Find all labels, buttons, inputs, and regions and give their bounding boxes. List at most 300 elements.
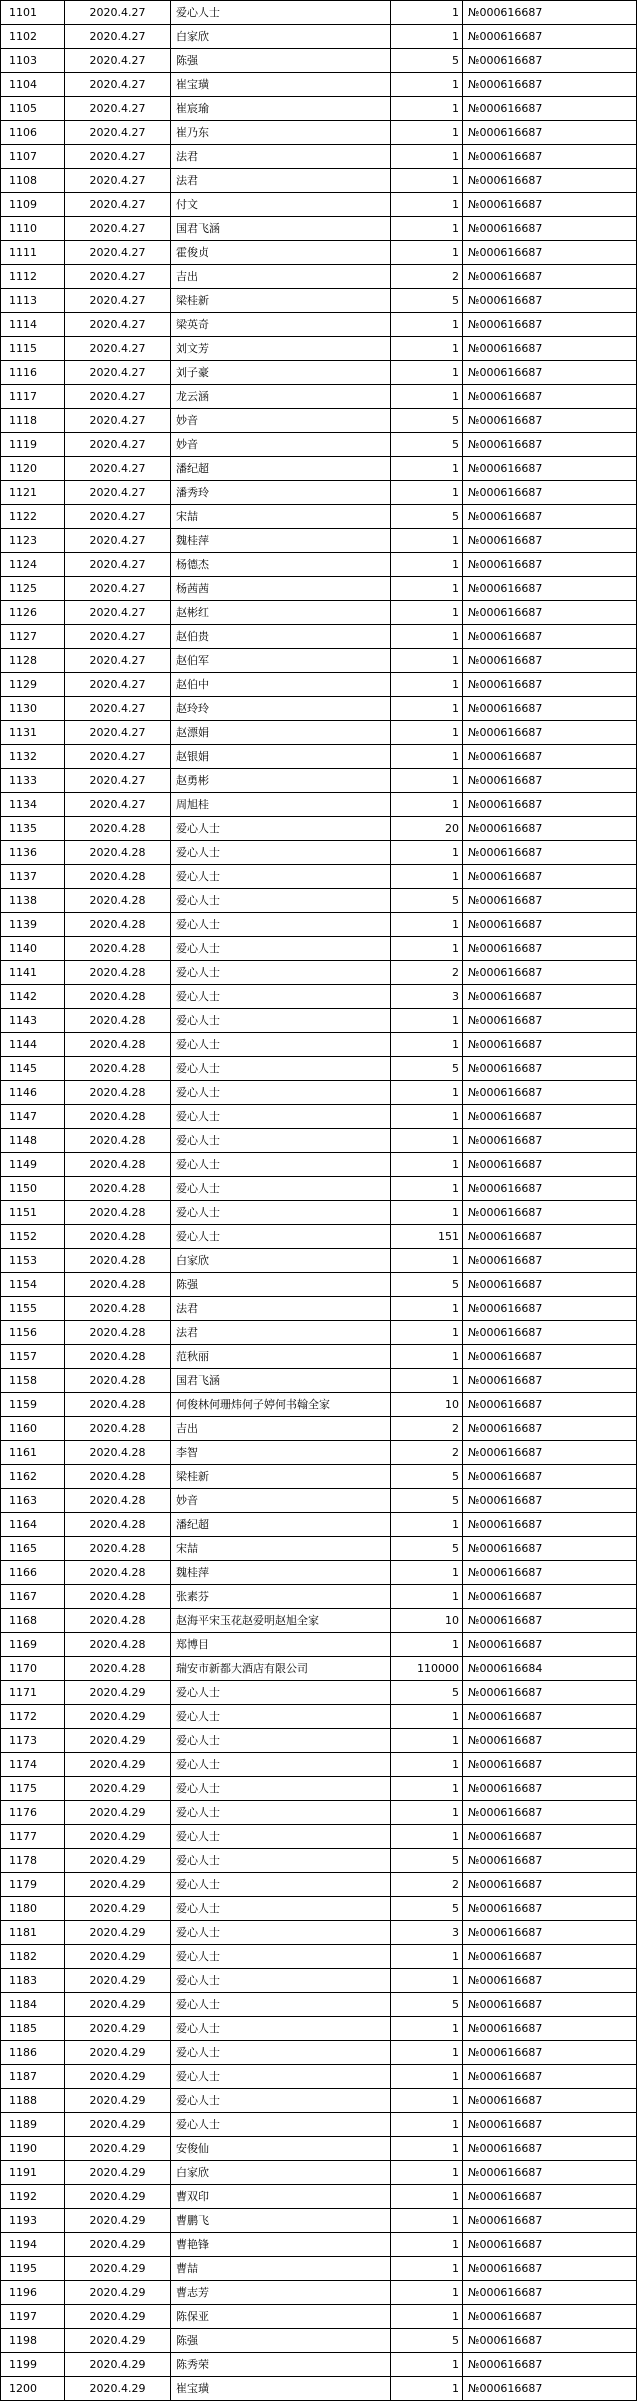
receipt-number-cell: №000616687 <box>463 2209 637 2233</box>
donor-name-cell: 赵漂娟 <box>171 721 391 745</box>
row-number-cell: 1120 <box>1 457 65 481</box>
donor-name-cell: 爱心人士 <box>171 1921 391 1945</box>
amount-cell: 1 <box>391 25 463 49</box>
donor-name-cell: 赵勇彬 <box>171 769 391 793</box>
amount-cell: 1 <box>391 841 463 865</box>
receipt-number-cell: №000616687 <box>463 1177 637 1201</box>
amount-cell: 1 <box>391 1129 463 1153</box>
row-number-cell: 1199 <box>1 2353 65 2377</box>
donation-date-cell: 2020.4.27 <box>65 553 171 577</box>
donor-name-cell: 爱心人士 <box>171 985 391 1009</box>
receipt-number-cell: №000616687 <box>463 673 637 697</box>
donation-date-cell: 2020.4.28 <box>65 1057 171 1081</box>
donor-name-cell: 白家欣 <box>171 2161 391 2185</box>
row-number-cell: 1107 <box>1 145 65 169</box>
row-number-cell: 1169 <box>1 1633 65 1657</box>
table-row <box>1 1561 637 1585</box>
donor-name-cell: 爱心人士 <box>171 1201 391 1225</box>
row-number-cell: 1130 <box>1 697 65 721</box>
receipt-number-cell: №000616687 <box>463 2233 637 2257</box>
table-row <box>1 25 637 49</box>
table-row <box>1 1537 637 1561</box>
amount-cell: 1 <box>391 1369 463 1393</box>
donor-name-cell: 郑博目 <box>171 1633 391 1657</box>
donation-date-cell: 2020.4.27 <box>65 49 171 73</box>
donation-date-cell: 2020.4.28 <box>65 1105 171 1129</box>
donation-date-cell: 2020.4.27 <box>65 769 171 793</box>
row-number-cell: 1160 <box>1 1417 65 1441</box>
table-row <box>1 217 637 241</box>
amount-cell: 5 <box>391 505 463 529</box>
amount-cell: 1 <box>391 625 463 649</box>
amount-cell: 1 <box>391 793 463 817</box>
donor-name-cell: 梁桂新 <box>171 289 391 313</box>
amount-cell: 5 <box>391 1849 463 1873</box>
receipt-number-cell: №000616687 <box>463 2089 637 2113</box>
amount-cell: 1 <box>391 169 463 193</box>
table-row <box>1 913 637 937</box>
donor-name-cell: 曹鹏飞 <box>171 2209 391 2233</box>
table-row <box>1 2257 637 2281</box>
table-row <box>1 1777 637 1801</box>
receipt-number-cell: №000616687 <box>463 1081 637 1105</box>
row-number-cell: 1186 <box>1 2041 65 2065</box>
donor-name-cell: 陈秀荣 <box>171 2353 391 2377</box>
donation-date-cell: 2020.4.27 <box>65 529 171 553</box>
row-number-cell: 1153 <box>1 1249 65 1273</box>
amount-cell: 1 <box>391 2377 463 2401</box>
table-row <box>1 1897 637 1921</box>
donation-date-cell: 2020.4.29 <box>65 1753 171 1777</box>
amount-cell: 1 <box>391 2257 463 2281</box>
donation-date-cell: 2020.4.29 <box>65 2161 171 2185</box>
donation-date-cell: 2020.4.28 <box>65 1225 171 1249</box>
table-row <box>1 625 637 649</box>
row-number-cell: 1102 <box>1 25 65 49</box>
table-row <box>1 937 637 961</box>
donor-name-cell: 梁桂新 <box>171 1465 391 1489</box>
amount-cell: 1 <box>391 2137 463 2161</box>
donor-name-cell: 爱心人士 <box>171 1081 391 1105</box>
amount-cell: 5 <box>391 1993 463 2017</box>
table-row <box>1 121 637 145</box>
row-number-cell: 1121 <box>1 481 65 505</box>
row-number-cell: 1159 <box>1 1393 65 1417</box>
amount-cell: 5 <box>391 1537 463 1561</box>
row-number-cell: 1181 <box>1 1921 65 1945</box>
amount-cell: 2 <box>391 1873 463 1897</box>
row-number-cell: 1152 <box>1 1225 65 1249</box>
donation-date-cell: 2020.4.27 <box>65 73 171 97</box>
table-row <box>1 1489 637 1513</box>
donation-date-cell: 2020.4.28 <box>65 1177 171 1201</box>
table-row <box>1 1657 637 1681</box>
donation-date-cell: 2020.4.28 <box>65 1537 171 1561</box>
amount-cell: 2 <box>391 961 463 985</box>
donor-name-cell: 赵银娟 <box>171 745 391 769</box>
amount-cell: 1 <box>391 1513 463 1537</box>
donor-name-cell: 宋喆 <box>171 505 391 529</box>
receipt-number-cell: №000616687 <box>463 889 637 913</box>
donation-date-cell: 2020.4.27 <box>65 145 171 169</box>
table-row <box>1 1297 637 1321</box>
table-row <box>1 1705 637 1729</box>
row-number-cell: 1131 <box>1 721 65 745</box>
donation-date-cell: 2020.4.28 <box>65 1201 171 1225</box>
amount-cell: 10 <box>391 1393 463 1417</box>
donation-date-cell: 2020.4.27 <box>65 409 171 433</box>
donor-name-cell: 爱心人士 <box>171 865 391 889</box>
table-row <box>1 145 637 169</box>
row-number-cell: 1142 <box>1 985 65 1009</box>
donation-date-cell: 2020.4.29 <box>65 2329 171 2353</box>
donor-name-cell: 曹喆 <box>171 2257 391 2281</box>
row-number-cell: 1113 <box>1 289 65 313</box>
receipt-number-cell: №000616687 <box>463 1513 637 1537</box>
row-number-cell: 1200 <box>1 2377 65 2401</box>
donor-name-cell: 爱心人士 <box>171 1705 391 1729</box>
donation-date-cell: 2020.4.29 <box>65 2377 171 2401</box>
receipt-number-cell: №000616687 <box>463 1705 637 1729</box>
table-row <box>1 169 637 193</box>
table-row <box>1 2017 637 2041</box>
donor-name-cell: 何俊林何珊炜何子婷何书翰全家 <box>171 1393 391 1417</box>
table-row <box>1 1273 637 1297</box>
row-number-cell: 1171 <box>1 1681 65 1705</box>
row-number-cell: 1197 <box>1 2305 65 2329</box>
donation-date-cell: 2020.4.28 <box>65 1297 171 1321</box>
row-number-cell: 1136 <box>1 841 65 865</box>
row-number-cell: 1148 <box>1 1129 65 1153</box>
receipt-number-cell: №000616687 <box>463 2377 637 2401</box>
donor-name-cell: 妙音 <box>171 409 391 433</box>
donor-name-cell: 潘纪超 <box>171 457 391 481</box>
row-number-cell: 1165 <box>1 1537 65 1561</box>
donation-date-cell: 2020.4.27 <box>65 265 171 289</box>
donor-name-cell: 安俊仙 <box>171 2137 391 2161</box>
donation-date-cell: 2020.4.27 <box>65 433 171 457</box>
receipt-number-cell: №000616684 <box>463 1657 637 1681</box>
row-number-cell: 1149 <box>1 1153 65 1177</box>
receipt-number-cell: №000616687 <box>463 1345 637 1369</box>
receipt-number-cell: №000616687 <box>463 241 637 265</box>
table-row <box>1 289 637 313</box>
amount-cell: 1 <box>391 1561 463 1585</box>
donor-name-cell: 周旭桂 <box>171 793 391 817</box>
table-row <box>1 649 637 673</box>
donor-name-cell: 爱心人士 <box>171 961 391 985</box>
donation-date-cell: 2020.4.28 <box>65 961 171 985</box>
table-row <box>1 961 637 985</box>
donor-name-cell: 爱心人士 <box>171 841 391 865</box>
donation-date-cell: 2020.4.27 <box>65 505 171 529</box>
donor-name-cell: 爱心人士 <box>171 913 391 937</box>
receipt-number-cell: №000616687 <box>463 1249 637 1273</box>
donor-name-cell: 付文 <box>171 193 391 217</box>
receipt-number-cell: №000616687 <box>463 1825 637 1849</box>
row-number-cell: 1189 <box>1 2113 65 2137</box>
row-number-cell: 1141 <box>1 961 65 985</box>
table-row <box>1 1249 637 1273</box>
donation-date-cell: 2020.4.28 <box>65 1417 171 1441</box>
receipt-number-cell: №000616687 <box>463 25 637 49</box>
donor-name-cell: 爱心人士 <box>171 2041 391 2065</box>
donation-date-cell: 2020.4.29 <box>65 1801 171 1825</box>
donor-name-cell: 妙音 <box>171 433 391 457</box>
donation-date-cell: 2020.4.28 <box>65 841 171 865</box>
table-row <box>1 409 637 433</box>
receipt-number-cell: №000616687 <box>463 2257 637 2281</box>
table-row <box>1 193 637 217</box>
receipt-number-cell: №000616687 <box>463 1153 637 1177</box>
amount-cell: 5 <box>391 409 463 433</box>
row-number-cell: 1167 <box>1 1585 65 1609</box>
amount-cell: 1 <box>391 2161 463 2185</box>
table-row <box>1 529 637 553</box>
receipt-number-cell: №000616687 <box>463 2185 637 2209</box>
table-row <box>1 1513 637 1537</box>
table-row <box>1 889 637 913</box>
table-row <box>1 1921 637 1945</box>
row-number-cell: 1150 <box>1 1177 65 1201</box>
donor-name-cell: 赵伯中 <box>171 673 391 697</box>
row-number-cell: 1128 <box>1 649 65 673</box>
donor-name-cell: 爱心人士 <box>171 1153 391 1177</box>
table-row <box>1 337 637 361</box>
receipt-number-cell: №000616687 <box>463 2281 637 2305</box>
donation-date-cell: 2020.4.28 <box>65 817 171 841</box>
row-number-cell: 1126 <box>1 601 65 625</box>
receipt-number-cell: №000616687 <box>463 217 637 241</box>
donor-name-cell: 赵玲玲 <box>171 697 391 721</box>
amount-cell: 5 <box>391 433 463 457</box>
amount-cell: 1 <box>391 2185 463 2209</box>
receipt-number-cell: №000616687 <box>463 745 637 769</box>
donor-name-cell: 龙云涵 <box>171 385 391 409</box>
amount-cell: 5 <box>391 1681 463 1705</box>
donation-date-cell: 2020.4.28 <box>65 913 171 937</box>
amount-cell: 3 <box>391 1921 463 1945</box>
row-number-cell: 1166 <box>1 1561 65 1585</box>
donor-name-cell: 爱心人士 <box>171 1009 391 1033</box>
amount-cell: 5 <box>391 1897 463 1921</box>
row-number-cell: 1179 <box>1 1873 65 1897</box>
amount-cell: 5 <box>391 1465 463 1489</box>
donor-name-cell: 杨德杰 <box>171 553 391 577</box>
table-row <box>1 1849 637 1873</box>
donor-name-cell: 赵彬红 <box>171 601 391 625</box>
donation-date-cell: 2020.4.29 <box>65 1849 171 1873</box>
donation-date-cell: 2020.4.29 <box>65 2041 171 2065</box>
donation-table-body <box>1 1 637 2401</box>
row-number-cell: 1172 <box>1 1705 65 1729</box>
row-number-cell: 1170 <box>1 1657 65 1681</box>
donation-date-cell: 2020.4.27 <box>65 721 171 745</box>
donor-name-cell: 妙音 <box>171 1489 391 1513</box>
donor-name-cell: 杨茜茜 <box>171 577 391 601</box>
amount-cell: 1 <box>391 2065 463 2089</box>
donation-date-cell: 2020.4.28 <box>65 1633 171 1657</box>
donor-name-cell: 陈强 <box>171 2329 391 2353</box>
table-row <box>1 385 637 409</box>
receipt-number-cell: №000616687 <box>463 409 637 433</box>
row-number-cell: 1109 <box>1 193 65 217</box>
donation-date-cell: 2020.4.28 <box>65 1129 171 1153</box>
donation-date-cell: 2020.4.28 <box>65 1249 171 1273</box>
amount-cell: 1 <box>391 937 463 961</box>
donation-date-cell: 2020.4.29 <box>65 1921 171 1945</box>
row-number-cell: 1151 <box>1 1201 65 1225</box>
row-number-cell: 1175 <box>1 1777 65 1801</box>
row-number-cell: 1144 <box>1 1033 65 1057</box>
receipt-number-cell: №000616687 <box>463 625 637 649</box>
row-number-cell: 1137 <box>1 865 65 889</box>
receipt-number-cell: №000616687 <box>463 1849 637 1873</box>
amount-cell: 10 <box>391 1609 463 1633</box>
donor-name-cell: 白家欣 <box>171 25 391 49</box>
donation-date-cell: 2020.4.27 <box>65 121 171 145</box>
donor-name-cell: 爱心人士 <box>171 1 391 25</box>
donor-name-cell: 霍俊贞 <box>171 241 391 265</box>
row-number-cell: 1118 <box>1 409 65 433</box>
receipt-number-cell: №000616687 <box>463 121 637 145</box>
amount-cell: 1 <box>391 1585 463 1609</box>
table-row <box>1 1417 637 1441</box>
donor-name-cell: 爱心人士 <box>171 1129 391 1153</box>
amount-cell: 1 <box>391 577 463 601</box>
receipt-number-cell: №000616687 <box>463 2137 637 2161</box>
row-number-cell: 1119 <box>1 433 65 457</box>
donation-date-cell: 2020.4.27 <box>65 1 171 25</box>
amount-cell: 1 <box>391 1081 463 1105</box>
amount-cell: 1 <box>391 1801 463 1825</box>
donor-name-cell: 刘子豪 <box>171 361 391 385</box>
donor-name-cell: 爱心人士 <box>171 2113 391 2137</box>
donation-date-cell: 2020.4.29 <box>65 1897 171 1921</box>
donation-date-cell: 2020.4.29 <box>65 2281 171 2305</box>
table-row <box>1 73 637 97</box>
table-row <box>1 49 637 73</box>
receipt-number-cell: №000616687 <box>463 2353 637 2377</box>
amount-cell: 1 <box>391 1321 463 1345</box>
row-number-cell: 1182 <box>1 1945 65 1969</box>
receipt-number-cell: №000616687 <box>463 433 637 457</box>
table-row <box>1 481 637 505</box>
amount-cell: 5 <box>391 1489 463 1513</box>
amount-cell: 1 <box>391 601 463 625</box>
receipt-number-cell: №000616687 <box>463 1753 637 1777</box>
donor-name-cell: 曹志芳 <box>171 2281 391 2305</box>
table-row <box>1 1033 637 1057</box>
donation-date-cell: 2020.4.27 <box>65 577 171 601</box>
table-row <box>1 1993 637 2017</box>
receipt-number-cell: №000616687 <box>463 97 637 121</box>
donor-name-cell: 爱心人士 <box>171 1753 391 1777</box>
row-number-cell: 1176 <box>1 1801 65 1825</box>
amount-cell: 110000 <box>391 1657 463 1681</box>
table-row <box>1 841 637 865</box>
table-row <box>1 697 637 721</box>
donor-name-cell: 赵海平宋玉花赵爱明赵旭全家 <box>171 1609 391 1633</box>
amount-cell: 1 <box>391 1969 463 1993</box>
amount-cell: 151 <box>391 1225 463 1249</box>
receipt-number-cell: №000616687 <box>463 1393 637 1417</box>
donor-name-cell: 魏桂萍 <box>171 1561 391 1585</box>
table-row <box>1 1225 637 1249</box>
amount-cell: 1 <box>391 2209 463 2233</box>
donor-name-cell: 瑞安市新都大酒店有限公司 <box>171 1657 391 1681</box>
receipt-number-cell: №000616687 <box>463 1681 637 1705</box>
donor-name-cell: 陈强 <box>171 49 391 73</box>
receipt-number-cell: №000616687 <box>463 193 637 217</box>
donor-name-cell: 爱心人士 <box>171 1681 391 1705</box>
amount-cell: 5 <box>391 2329 463 2353</box>
receipt-number-cell: №000616687 <box>463 1969 637 1993</box>
donor-name-cell: 崔乃东 <box>171 121 391 145</box>
receipt-number-cell: №000616687 <box>463 841 637 865</box>
row-number-cell: 1140 <box>1 937 65 961</box>
receipt-number-cell: №000616687 <box>463 2065 637 2089</box>
table-row <box>1 313 637 337</box>
donation-date-cell: 2020.4.27 <box>65 361 171 385</box>
donation-date-cell: 2020.4.29 <box>65 1945 171 1969</box>
table-row <box>1 457 637 481</box>
table-row <box>1 1009 637 1033</box>
amount-cell: 1 <box>391 865 463 889</box>
donor-name-cell: 国君飞涵 <box>171 217 391 241</box>
amount-cell: 1 <box>391 1753 463 1777</box>
donation-date-cell: 2020.4.27 <box>65 457 171 481</box>
donor-name-cell: 爱心人士 <box>171 1105 391 1129</box>
donation-date-cell: 2020.4.29 <box>65 2305 171 2329</box>
donation-date-cell: 2020.4.29 <box>65 2209 171 2233</box>
donation-date-cell: 2020.4.28 <box>65 1513 171 1537</box>
table-row <box>1 2113 637 2137</box>
row-number-cell: 1106 <box>1 121 65 145</box>
receipt-number-cell: №000616687 <box>463 1105 637 1129</box>
row-number-cell: 1193 <box>1 2209 65 2233</box>
table-row <box>1 433 637 457</box>
receipt-number-cell: №000616687 <box>463 1729 637 1753</box>
donation-date-cell: 2020.4.29 <box>65 2017 171 2041</box>
donation-date-cell: 2020.4.29 <box>65 2185 171 2209</box>
donation-date-cell: 2020.4.29 <box>65 2113 171 2137</box>
row-number-cell: 1146 <box>1 1081 65 1105</box>
table-row <box>1 601 637 625</box>
donor-name-cell: 法君 <box>171 145 391 169</box>
donor-name-cell: 崔宸瑜 <box>171 97 391 121</box>
donation-date-cell: 2020.4.28 <box>65 1033 171 1057</box>
donor-name-cell: 爱心人士 <box>171 1057 391 1081</box>
donation-date-cell: 2020.4.28 <box>65 1081 171 1105</box>
table-row <box>1 1441 637 1465</box>
receipt-number-cell: №000616687 <box>463 529 637 553</box>
table-row <box>1 2065 637 2089</box>
receipt-number-cell: №000616687 <box>463 1417 637 1441</box>
donation-date-cell: 2020.4.28 <box>65 1489 171 1513</box>
donation-date-cell: 2020.4.28 <box>65 1465 171 1489</box>
donation-date-cell: 2020.4.27 <box>65 601 171 625</box>
donor-name-cell: 爱心人士 <box>171 1825 391 1849</box>
table-row <box>1 1681 637 1705</box>
row-number-cell: 1111 <box>1 241 65 265</box>
table-row <box>1 1153 637 1177</box>
row-number-cell: 1125 <box>1 577 65 601</box>
donation-date-cell: 2020.4.28 <box>65 1609 171 1633</box>
donor-name-cell: 爱心人士 <box>171 1177 391 1201</box>
row-number-cell: 1180 <box>1 1897 65 1921</box>
donor-name-cell: 陈保亚 <box>171 2305 391 2329</box>
